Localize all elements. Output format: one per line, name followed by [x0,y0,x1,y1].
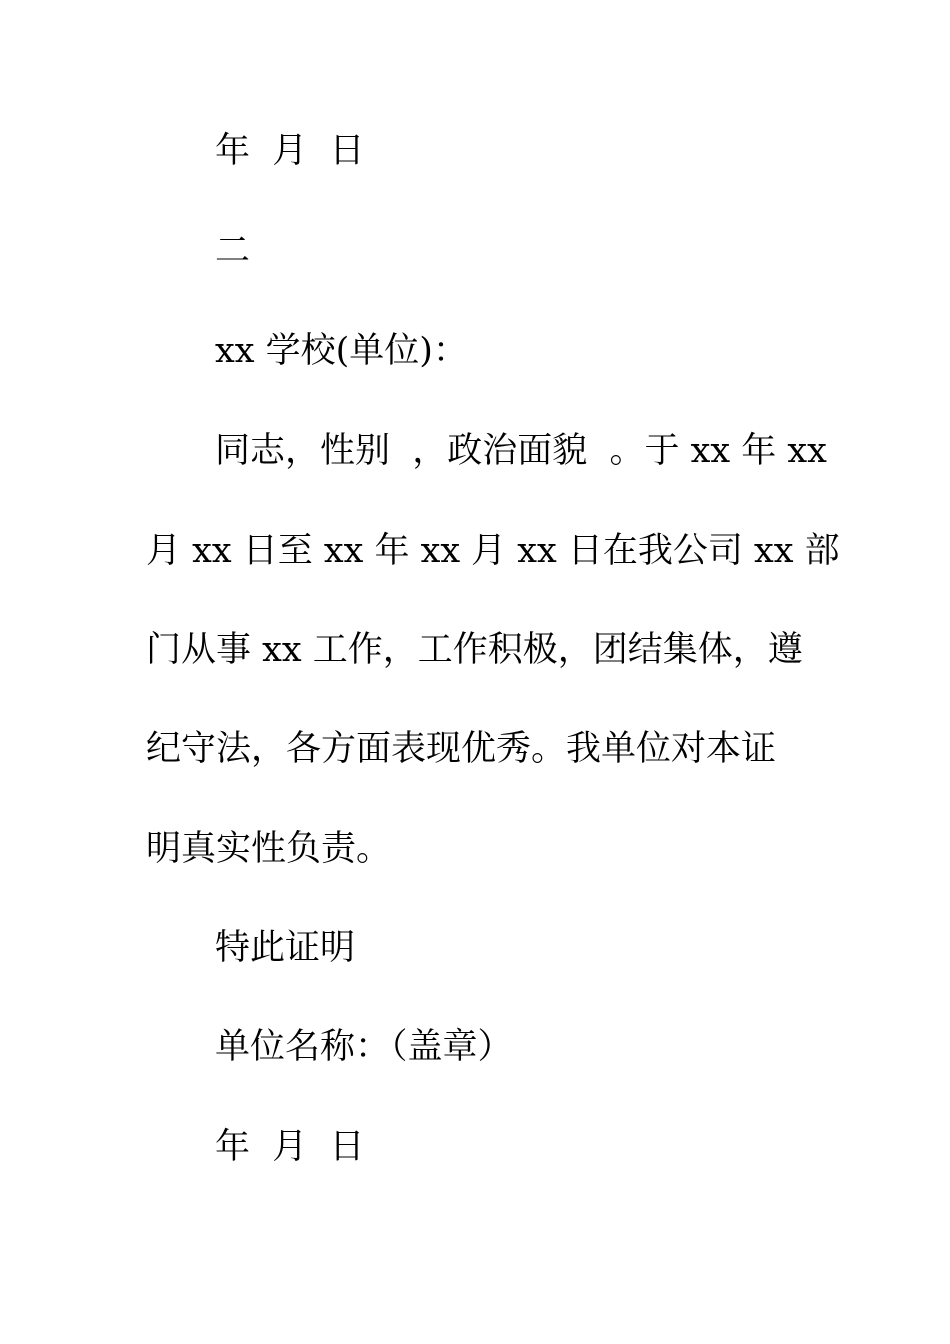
section-number: 二 [215,231,251,271]
salutation: xx 学校(单位)： [215,331,468,371]
body-line-3: 门从事 xx 工作，工作积极，团结集体，遵 [146,630,803,670]
closing-text: 特此证明 [215,928,356,968]
unit-name-seal-line: 单位名称：（盖章） [215,1027,513,1067]
body-line-4: 纪守法，各方面表现优秀。我单位对本证 [146,729,777,769]
body-line-5: 明真实性负责。 [146,829,392,869]
body-line-2: 月 xx 日至 xx 年 xx 月 xx 日在我公司 xx 部 [146,531,840,571]
bottom-date-line: 年 月 日 [215,1127,365,1167]
body-line-1: 同志，性别 ，政治面貌 。于 xx 年 xx [215,431,827,471]
top-date-line: 年 月 日 [215,131,365,171]
